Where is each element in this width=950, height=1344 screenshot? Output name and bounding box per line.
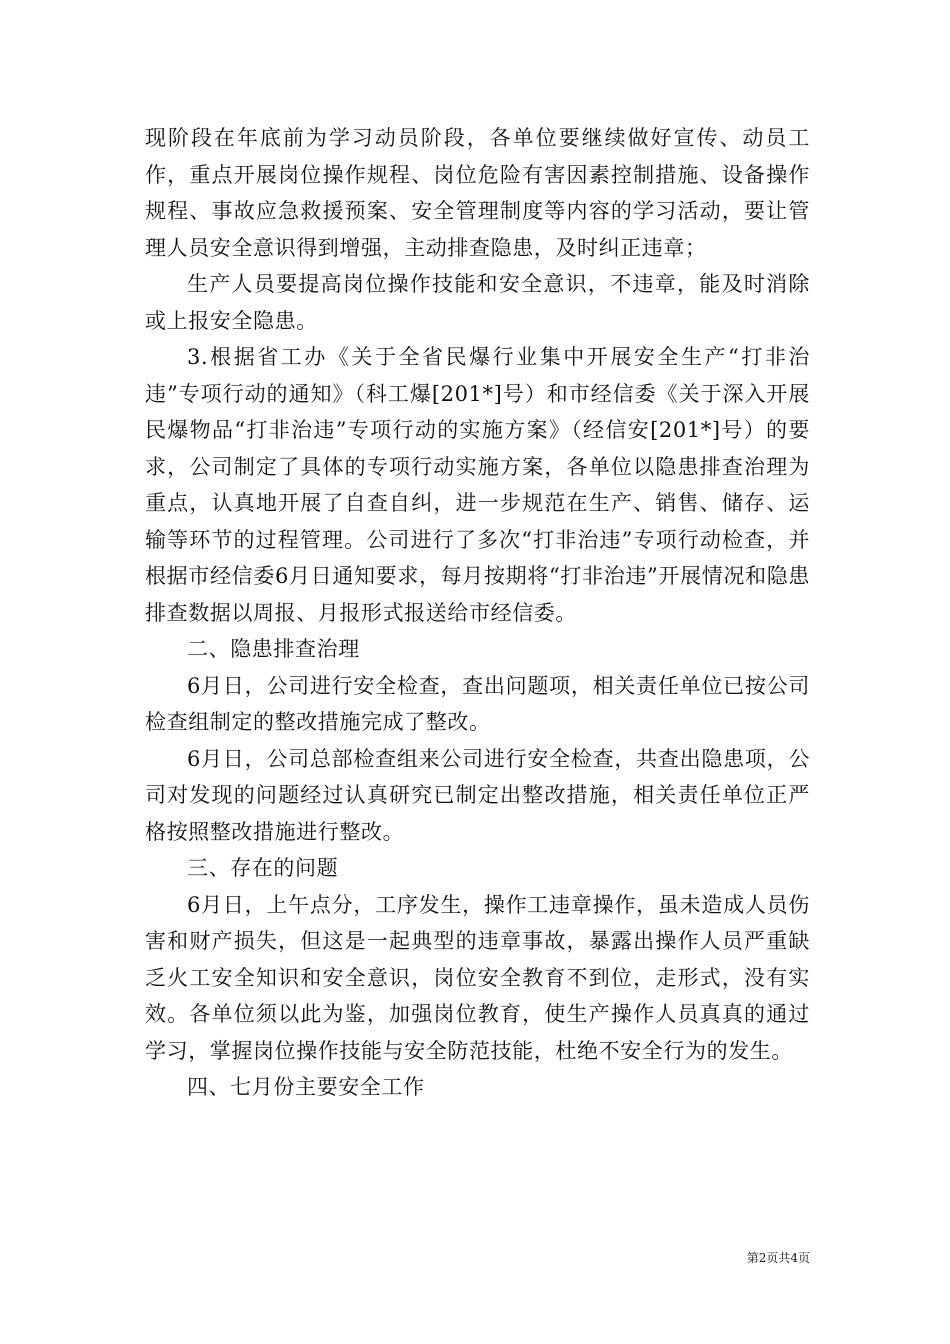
- paragraph-safety-check-1: 6月日，公司进行安全检查，查出问题项，相关责任单位已按公司检查组制定的整改措施完成了整改。: [145, 673, 810, 734]
- paragraph-violation-incident: 6月日，上午点分，工序发生，操作工违章操作，虽未造成人员伤害和财产损失，但这是一起典型的违章事故，暴露出操作人员严重缺乏火工安全知识和安全意识，岗位安全教育不到位，走形式，没有实效。各单位须以此为鉴，加强岗位教育，使生产操作人员真真的通过学习，掌握岗位操作技能与安全防范技能，杜绝不安全行为的发生。: [145, 892, 810, 1063]
- section-heading-july-work: 四、七月份主要安全工作: [187, 1075, 425, 1099]
- paragraph-production-staff: 生产人员要提高岗位操作技能和安全意识，不违章，能及时消除或上报安全隐患。: [145, 272, 810, 333]
- page-number: 第2页共4页: [746, 1251, 810, 1265]
- section-heading-hazard-investigation: 二、隐患排查治理: [187, 637, 360, 661]
- paragraph-safety-check-2: 6月日，公司总部检查组来公司进行安全检查，共查出隐患项，公司对发现的问题经过认真研究已制定出整改措施，相关责任单位正严格按照整改措施进行整改。: [145, 746, 810, 844]
- document-body: [145, 120, 810, 1106]
- paragraph-special-action: 3.根据省工办《关于全省民爆行业集中开展安全生产“打非治违”专项行动的通知》（科工爆[201*]号）和市经信委《关于深入开展民爆物品“打非治违”专项行动的实施方案》（经信安[201*]号）的要求，公司制定了具体的专项行动实施方案，各单位以隐患排查治理为重点，认真地开展了自查自纠，进一步规范在生产、销售、储存、运输等环节的过程管理。公司进行了多次“打非治违”专项行动检查，并根据市经信委6月日通知要求，每月按期将“打非治违”开展情况和隐患排查数据以周报、月报形式报送给市经信委。: [145, 345, 810, 625]
- paragraph-continuation: 现阶段在年底前为学习动员阶段，各单位要继续做好宣传、动员工作，重点开展岗位操作规程、岗位危险有害因素控制措施、设备操作规程、事故应急救援预案、安全管理制度等内容的学习活动，要让管理人员安全意识得到增强，主动排查隐患，及时纠正违章；: [145, 126, 810, 260]
- section-heading-existing-problems: 三、存在的问题: [187, 856, 339, 880]
